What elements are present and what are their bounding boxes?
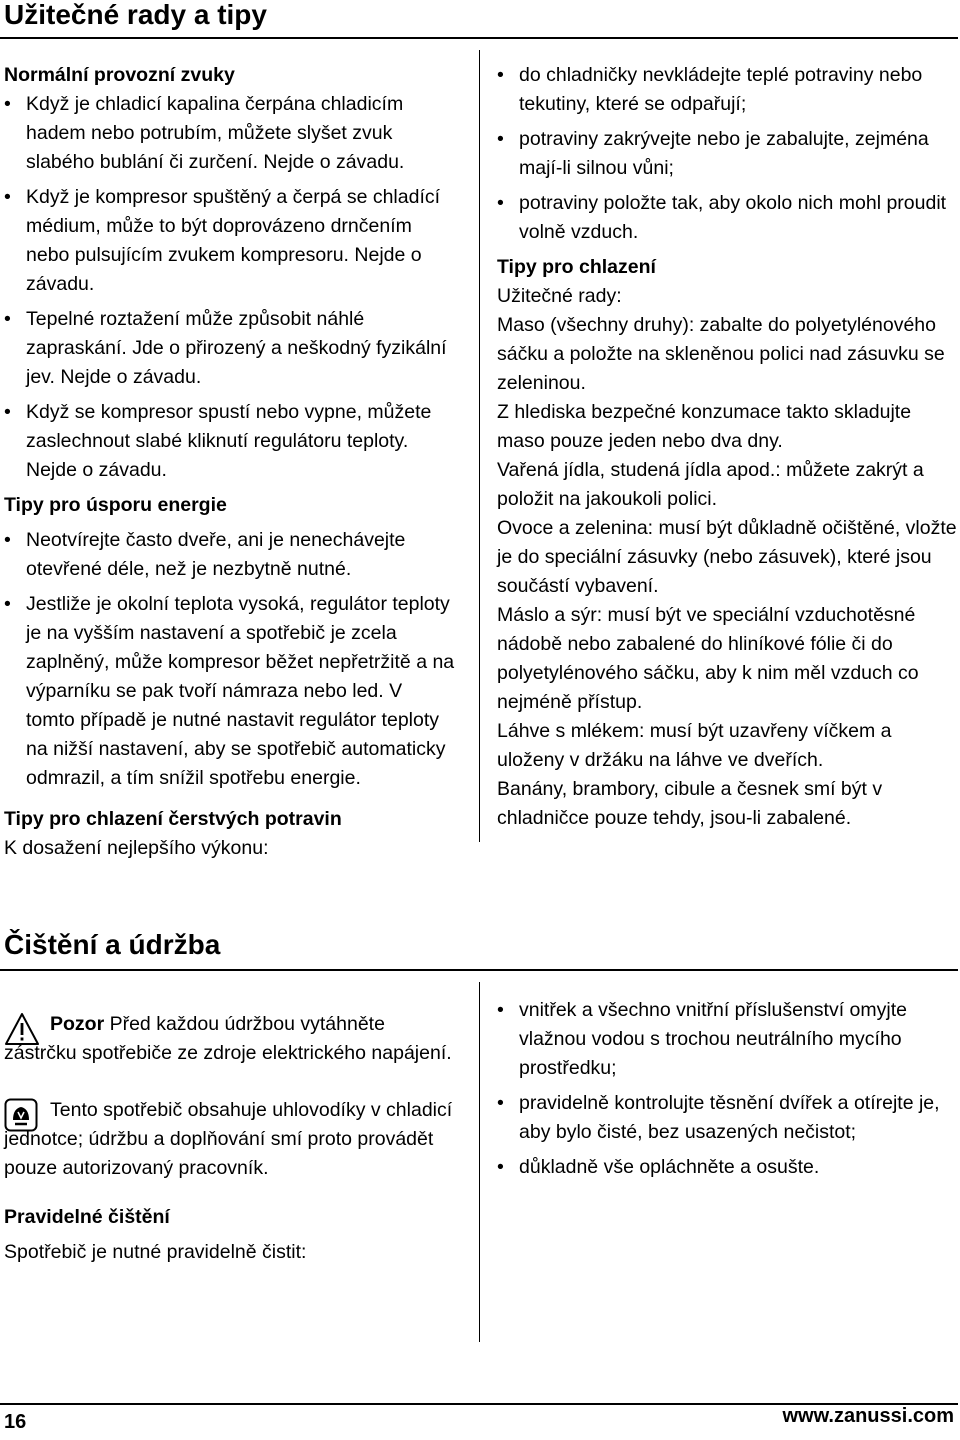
warning-triangle-icon [4, 1012, 40, 1048]
list-item: • Když je chladicí kapalina čerpána chladicím hadem nebo potrubím, můžete slyšet zvuk slabého bublání či zurčení. Nejde o závadu. [4, 90, 456, 177]
list-item: • pravidelně kontrolujte těsnění dvířek a otírejte je, aby bylo čisté, bez usazených nečistot; [497, 1089, 947, 1147]
fresh-food-list [497, 61, 957, 247]
cooling-heading: Tipy pro chlazení [497, 256, 656, 278]
fresh-food-intro: K dosažení nejlepšího výkonu: [4, 837, 269, 859]
regular-cleaning-intro: Spotřebič je nutné pravidelně čistit: [4, 1241, 307, 1263]
energy-heading: Tipy pro úsporu energie [4, 494, 227, 516]
column-divider-bottom [479, 982, 480, 1342]
refrigerant-text: Tento spotřebič obsahuje uhlovodíky v chladicí jednotce; údržbu a doplňování smí proto provádět pouze autorizovaný pracovník. [4, 1099, 453, 1179]
cooling-paragraph: Z hlediska bezpečné konzumace takto skladujte maso pouze jeden nebo dva dny. [497, 401, 912, 452]
left-column [4, 61, 456, 863]
cooling-paragraph: Banány, brambory, cibule a česnek smí být v chladničce pouze tehdy, jsou-li zabalené. [497, 778, 883, 829]
refrigerant-note [4, 1096, 456, 1183]
list-item: • potraviny zakrývejte nebo je zabalujte, zejména mají-li silnou vůni; [497, 125, 957, 183]
cooling-paragraph: Vařená jídla, studená jídla apod.: můžete zakrýt a položit na jakoukoli polici. [497, 459, 924, 510]
caution-text [4, 1010, 456, 1068]
normal-sounds-list [4, 90, 456, 485]
list-item: • Neotvírejte často dveře, ani je nenechávejte otevřené déle, než je nezbytně nutné. [4, 526, 456, 584]
cooling-paragraph: Užitečné rady: [497, 285, 622, 307]
list-item: • Když je kompresor spuštěný a čerpá se chladící médium, může to být doprovázeno drnčením nebo pulsujícím zvukem kompresoru. Nejde o závadu. [4, 183, 456, 299]
regular-cleaning-list [497, 996, 947, 1182]
hydrocarbon-notice-icon [4, 1098, 40, 1134]
cooling-paragraph: Láhve s mlékem: musí být uzavřeny víčkem a uloženy v držáku na láhve ve dveřích. [497, 720, 892, 771]
fresh-food-heading: Tipy pro chlazení čerstvých potravin [4, 808, 342, 830]
cooling-paragraph: Máslo a sýr: musí být ve speciální vzduchotěsné nádobě nebo zabalené do hliníkové fólie či do polyetylénového sáčku, aby k nim měl vzduch co nejméně přístup. [497, 604, 919, 713]
website-link[interactable]: www.zanussi.com [782, 1405, 954, 1427]
list-item: • vnitřek a všechno vnitřní příslušenství omyjte vlažnou vodou s trochou neutrálního mycího prostředku; [497, 996, 947, 1083]
regular-cleaning-heading: Pravidelné čištění [4, 1206, 170, 1228]
cleaning-left-column [4, 1010, 456, 1267]
list-item: • potraviny položte tak, aby okolo nich mohl proudit volně vzduch. [497, 189, 957, 247]
list-item: • Když se kompresor spustí nebo vypne, můžete zaslechnout slabé kliknutí regulátoru teploty. Nejde o závadu. [4, 398, 456, 485]
cooling-paragraph: Maso (všechny druhy): zabalte do polyetylénového sáčku a položte na skleněnou polici nad zásuvku se zeleninou. [497, 314, 945, 394]
column-divider-top [479, 50, 480, 842]
page-title: Užitečné rady a tipy [4, 0, 267, 30]
section-rule [0, 969, 958, 971]
caution-body: Před každou údržbou vytáhněte zástrčku spotřebiče ze zdroje elektrického napájení. [4, 1013, 452, 1064]
list-item: • důkladně vše opláchněte a osušte. [497, 1153, 947, 1182]
caution-label: Pozor [50, 1013, 105, 1035]
cleaning-right-column [497, 996, 947, 1188]
list-item: • Jestliže je okolní teplota vysoká, regulátor teploty je na vyšším nastavení a spotřebič je zcela zaplněný, může kompresor běžet nepřetržitě a na výparníku se pak tvoří námraza nebo led. V tomto případě je nutné nastavit regulátor teploty na nižší nastavení, aby se spotřebič automaticky odmrazil, a tím snížil spotřebu energie. [4, 590, 456, 793]
page-number: 16 [4, 1411, 27, 1433]
list-item: • Tepelné roztažení může způsobit náhlé zapraskání. Jde o přirozený a neškodný fyzikální jev. Nejde o závadu. [4, 305, 456, 392]
normal-sounds-heading: Normální provozní zvuky [4, 64, 235, 86]
cooling-paragraph: Ovoce a zelenina: musí být důkladně očištěné, vložte je do speciální zásuvky (nebo zásuvek), které jsou součástí vybavení. [497, 517, 957, 597]
list-item: • do chladničky nevkládejte teplé potraviny nebo tekutiny, které se odpařují; [497, 61, 957, 119]
right-column [497, 61, 957, 833]
caution-note [4, 1010, 456, 1068]
energy-list [4, 526, 456, 793]
header-rule [0, 37, 958, 39]
cleaning-heading: Čištění a údržba [4, 929, 221, 960]
